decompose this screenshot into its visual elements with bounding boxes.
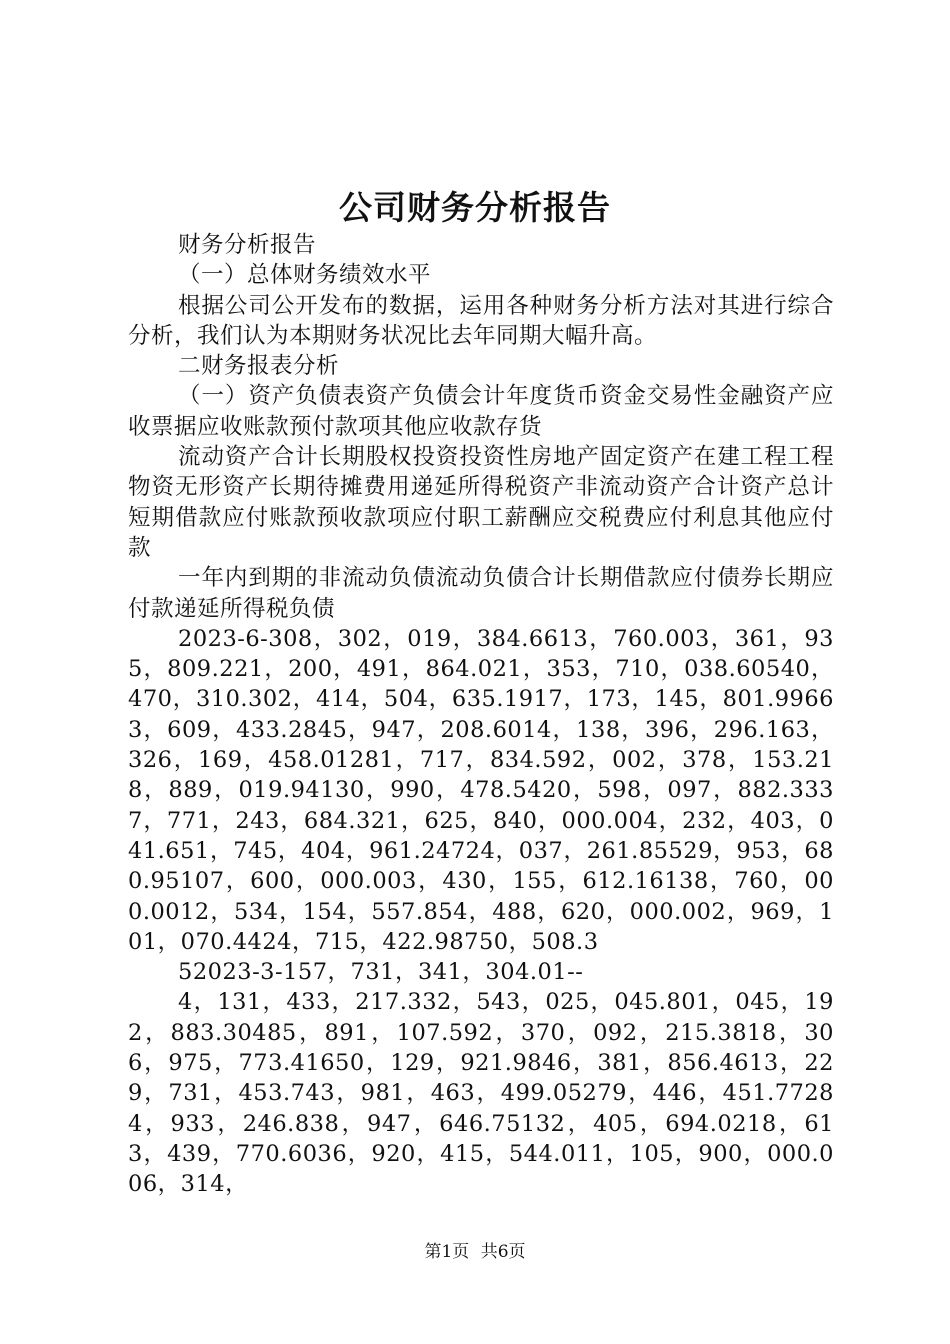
page-number: 第1页	[424, 1242, 470, 1262]
paragraph-section-statements: 二财务报表分析	[178, 353, 340, 380]
page-total: 共6页	[480, 1242, 526, 1262]
paragraph-summary: 根据公司公开发布的数据，运用各种财务分析方法对其进行综合分析，我们认为本期财务状况比去年同期大幅升高。	[128, 292, 834, 349]
paragraph-current-assets-items: 流动资产合计长期股权投资投资性房地产固定资产在建工程工程物资无形资产长期待摊费用递延所得税资产非流动资产合计资产总计短期借款应付账款预收款项应付职工薪酬应交税费应付利息其他应付款	[128, 444, 834, 561]
page-footer	[0, 1240, 950, 1264]
paragraph-figures-2023-6: 2023-6-308，302，019，384.6613，760.003，361，935，809.221，200，491，864.021，353，710，038.60540，470，310.302，414，504，635.1917，173，145，801.99663，609，433.2845，947，208.6014，138，396，296.163，326，169，458.01281，717，834.592，002，378，153.218，889，019.94130，990，478.5420，598，097，882.3337，771，243，684.321，625，840，000.004，232，403，041.651，745，404，961.24724，037，261.85529，953，680.95107，600，000.003，430，155，612.16138，760，000.0012，534，154，557.854，488，620，000.002，969，101，070.4424，715，422.98750，508.3	[128, 625, 834, 955]
paragraph-heading-report: 财务分析报告	[178, 232, 317, 258]
paragraph-figures-continued: 4，131，433，217.332，543，025，045.801，045，192，883.30485，891，107.592，370，092，215.3818，306，975，773.41650，129，921.9846，381，856.4613，229，731，453.743，981，463，499.05279，446，451.77284，933，246.838，947，646.75132，405，694.0218，613，439，770.6036，920，415，544.011，105，900，000.006，314，	[128, 989, 834, 1198]
paragraph-liabilities-items: 一年内到期的非流动负债流动负债合计长期借款应付债券长期应付款递延所得税负债	[128, 565, 834, 622]
page-title: 公司财务分析报告	[339, 188, 611, 227]
document-body	[128, 230, 834, 1200]
paragraph-balance-sheet-items: （一）资产负债表资产负债会计年度货币资金交易性金融资产应收票据应收账款预付款项其他应收款存货	[128, 383, 834, 440]
paragraph-figures-2023-3: 52023-3-157，731，341，304.01--	[178, 959, 584, 986]
paragraph-section-overall: （一）总体财务绩效水平	[178, 262, 432, 289]
